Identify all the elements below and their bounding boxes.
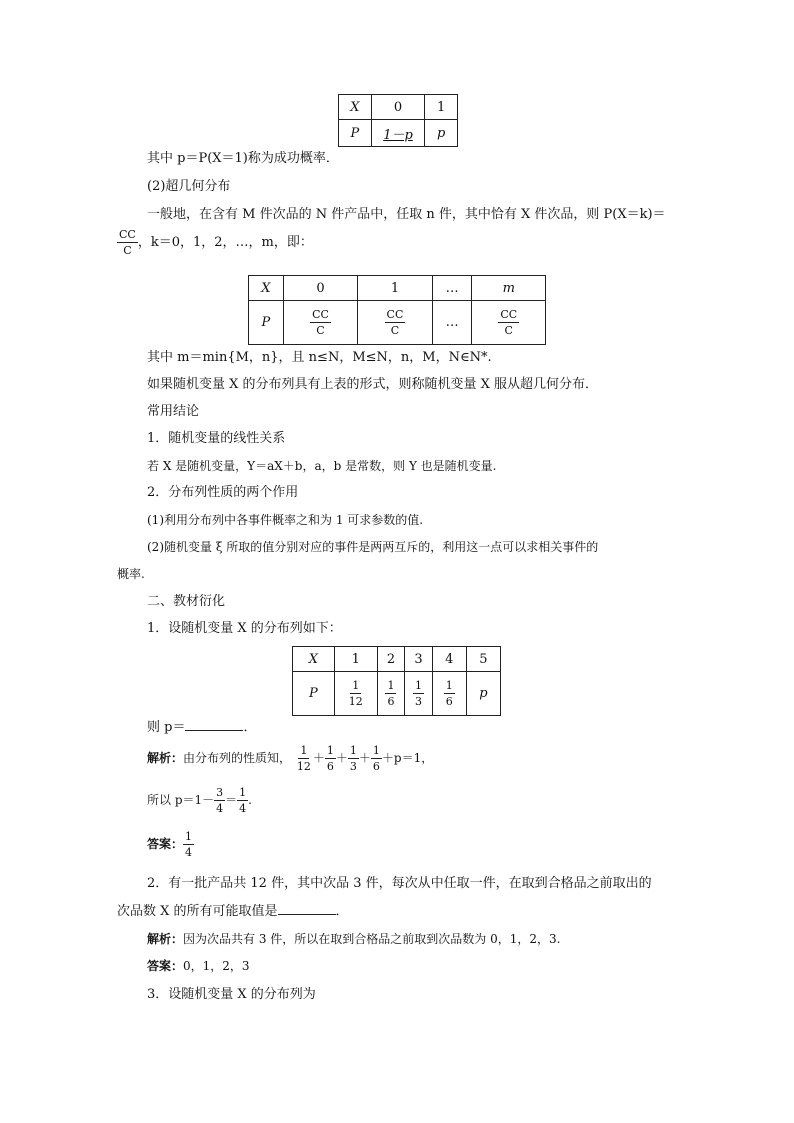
- hypergeo-definition-line2: $\frac{CC}{C}$ ，k＝0，1，2，…，m，即：: [119, 228, 313, 257]
- table-row: [293, 647, 501, 672]
- q2-line1: 2．有一批产品共 12 件，其中次品 3 件，每次从中任取一件，在取到合格品之前取出的: [147, 876, 652, 891]
- bernoulli-table: [338, 94, 458, 147]
- table-header-x: X: [293, 647, 335, 672]
- fraction: $\frac{1}{6}$: [372, 744, 380, 773]
- table-cell: 2: [377, 647, 405, 672]
- fraction: $\frac{1}{3}$: [349, 744, 357, 773]
- table-cell: …: [432, 301, 472, 345]
- section-two-heading: 二、教材衍化: [147, 594, 226, 609]
- answer-blank: [185, 718, 243, 731]
- table-cell: 1: [358, 276, 432, 301]
- q1-ask: 则 p＝ ．: [147, 720, 257, 735]
- table-cell: 4: [432, 647, 466, 672]
- table-cell: 1: [425, 95, 458, 120]
- q2-line2: 次品数 X 的所有可能取值是 ．: [117, 904, 349, 919]
- conclusion2-item1: (1)利用分布列中各事件概率之和为 1 可求参数的值.: [147, 513, 424, 527]
- table-cell: 1: [334, 647, 377, 672]
- common-conclusions-heading: 常用结论: [147, 404, 200, 419]
- fraction: $\frac{1}{12}$: [296, 744, 311, 773]
- table-cell: 0: [283, 276, 357, 301]
- fraction: $\frac{3}{4}$: [216, 786, 224, 815]
- success-prob-line: 其中 p＝P(X＝1)称为成功概率．: [147, 151, 339, 166]
- conclusion2-item2-line1: (2)随机变量 ξ 所取的值分别对应的事件是两两互斥的，利用这一点可以求相关事件的: [147, 540, 599, 554]
- table-cell: 3: [405, 647, 433, 672]
- fraction: $\frac{1}{6}$: [445, 679, 453, 708]
- table-cell: …: [432, 276, 472, 301]
- q1-analysis: 解析：由分布列的性质知， $\frac{1}{12}$ ＋ $\frac{1}{6}$ ＋ $\frac{1}{3}$ ＋ $\frac{1}{6}$ ＋p＝1，: [147, 744, 434, 773]
- fraction: $\frac{1}{12}$: [348, 679, 363, 708]
- hypergeo-table: [248, 275, 546, 345]
- q2-analysis: 解析：因为次品共有 3 件，所以在取到合格品之前取到次品数为 0，1，2，3.: [147, 932, 561, 946]
- fraction: $\frac{1}{4}$: [185, 830, 193, 859]
- fraction: $\frac{CC}{C}$: [312, 308, 329, 337]
- table-cell: [472, 301, 546, 345]
- conclusion2-item2-line2: 概率.: [117, 567, 145, 581]
- table-header-x: X: [249, 276, 284, 301]
- table-row: [339, 95, 458, 120]
- conclusion1-body: 若 X 是随机变量，Y＝aX＋b，a，b 是常数，则 Y 也是随机变量.: [147, 459, 497, 473]
- table-row: [339, 120, 458, 147]
- table-cell: [405, 672, 433, 716]
- table-row: [249, 276, 546, 301]
- table-cell: [432, 672, 466, 716]
- table-cell: p: [466, 672, 500, 716]
- conclusion1-title: 1．随机变量的线性关系: [147, 431, 286, 446]
- section-hypergeometric: (2)超几何分布: [147, 179, 231, 194]
- table-cell: p: [425, 120, 458, 147]
- q1-so-line: 所以 p＝1－ $\frac{3}{4}$ ＝ $\frac{1}{4}$ .: [147, 786, 252, 815]
- table-row: [249, 301, 546, 345]
- table-header-p: P: [293, 672, 335, 716]
- answer-blank: [278, 902, 336, 915]
- q1-table: [292, 646, 501, 716]
- q1-answer: 答案： $\frac{1}{4}$: [147, 830, 193, 859]
- hypergeo-condition: 其中 m＝min{M，n}，且 n≤N，M≤N，n，M，N∈N*.: [147, 350, 492, 365]
- conclusion2-title: 2．分布列性质的两个作用: [147, 485, 299, 500]
- table-header-p: P: [339, 120, 372, 147]
- fraction: $\frac{1}{4}$: [239, 786, 247, 815]
- table-cell: [358, 301, 432, 345]
- q1-stem: 1．设随机变量 X 的分布列如下：: [147, 621, 342, 636]
- table-cell: 1－p: [371, 120, 425, 147]
- q2-answer: 答案：0，1，2，3: [147, 959, 250, 973]
- table-cell: m: [472, 276, 546, 301]
- fraction: $\frac{CC}{C}$: [500, 308, 518, 337]
- table-cell: [334, 672, 377, 716]
- table-cell: [283, 301, 357, 345]
- table-cell: 5: [466, 647, 500, 672]
- table-cell: [377, 672, 405, 716]
- hypergeo-conclusion: 如果随机变量 X 的分布列具有上表的形式，则称随机变量 X 服从超几何分布．: [147, 377, 599, 392]
- hypergeo-definition-line1: 一般地，在含有 M 件次品的 N 件产品中，任取 n 件，其中恰有 X 件次品，则 P(X＝k)＝: [147, 207, 666, 222]
- fraction: $\frac{1}{3}$: [414, 679, 422, 708]
- q3-stem: 3．设随机变量 X 的分布列为: [147, 987, 316, 1002]
- table-row: [293, 672, 501, 716]
- fraction: $\frac{CC}{C}$: [119, 228, 136, 257]
- fraction: $\frac{CC}{C}$: [386, 308, 404, 337]
- table-cell: 0: [371, 95, 425, 120]
- fraction: $\frac{1}{6}$: [387, 679, 395, 708]
- table-header-x: X: [339, 95, 372, 120]
- fraction: $\frac{1}{6}$: [326, 744, 334, 773]
- table-header-p: P: [249, 301, 284, 345]
